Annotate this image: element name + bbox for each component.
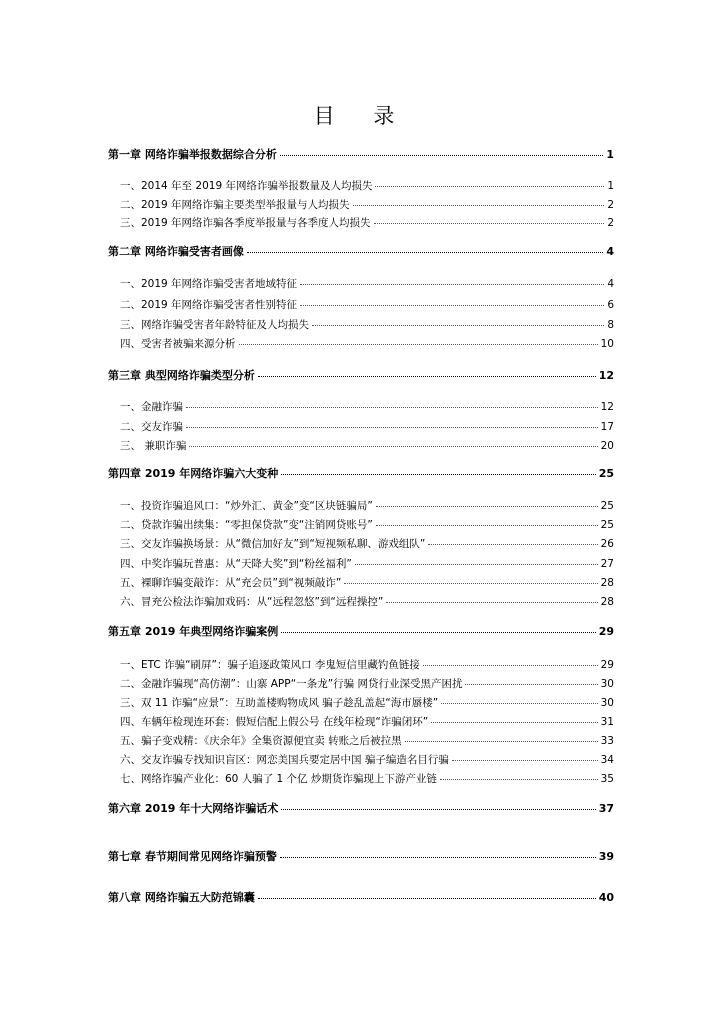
toc-section-entry-page-number: 30 (600, 697, 614, 709)
toc-chapter-entry-leader-dots (247, 252, 604, 253)
toc-chapter-entry-label: 第五章 2019 年典型网络诈骗案例 (108, 625, 279, 638)
toc-chapter-entry-leader-dots (280, 857, 596, 858)
toc-section-entry-label: 一、ETC 诈骗“刷屏”：骗子追逐政策风口 李鬼短信里藏钓鱼链接 (120, 659, 420, 671)
toc-section-entry[interactable] (120, 197, 614, 212)
toc-section-entry-label: 五、骗子变戏精：《庆余年》全集资源便宜卖 转账之后被拉黑 (120, 735, 402, 747)
toc-section-entry-label: 六、冒充公检法诈骗加戏码：从“远程忽悠”到“远程操控” (120, 596, 384, 608)
toc-section-entry-label: 一、金融诈骗 (120, 401, 183, 413)
toc-section-entry-label: 一、2019 年网络诈骗受害者地域特征 (120, 278, 298, 290)
toc-section-entry-page-number: 25 (600, 519, 614, 531)
toc-section-entry-label: 一、2014 年至 2019 年网络诈骗举报数量及人均损失 (120, 180, 373, 192)
toc-section-entry-page-number: 28 (600, 577, 614, 589)
toc-chapter-entry-leader-dots (258, 898, 596, 899)
toc-section-entry-label: 一、投资诈骗追风口：“炒外汇、黄金”变“区块链骗局” (120, 500, 373, 512)
toc-section-entry-page-number: 26 (600, 538, 614, 550)
toc-section-entry[interactable] (120, 771, 614, 786)
toc-section-entry-leader-dots (452, 760, 598, 761)
toc-section-entry-leader-dots (386, 602, 597, 603)
toc-section-entry[interactable] (120, 215, 614, 230)
toc-section-entry-page-number: 29 (600, 659, 614, 671)
toc-section-entry[interactable] (120, 178, 614, 193)
toc-section-entry-label: 七、网络诈骗产业化：60 人骗了 1 个亿 炒期货诈骗现上下游产业链 (120, 773, 437, 785)
toc-section-entry-page-number: 8 (607, 319, 614, 331)
toc-chapter-entry-leader-dots (281, 809, 595, 810)
toc-section-entry-page-number: 30 (600, 678, 614, 690)
toc-section-entry-label: 三、双 11 诈骗“应景”：互助盖楼购物成风 骗子趁乱盖起“海市蜃楼” (120, 697, 439, 709)
toc-section-entry[interactable] (120, 733, 614, 748)
toc-section-entry-leader-dots (423, 665, 598, 666)
toc-chapter-entry[interactable] (108, 848, 614, 864)
toc-section-entry-leader-dots (239, 344, 598, 345)
toc-section-entry[interactable] (120, 517, 614, 532)
toc-section-entry-leader-dots (374, 223, 605, 224)
toc-section-entry-leader-dots (440, 779, 598, 780)
toc-section-entry-leader-dots (300, 284, 604, 285)
toc-section-entry-leader-dots (376, 525, 598, 526)
toc-section-entry[interactable] (120, 594, 614, 609)
toc-section-entry-label: 四、中奖诈骗玩普惠：从“天降大奖”到“粉丝福利” (120, 558, 352, 570)
toc-section-entry-leader-dots (189, 446, 597, 447)
toc-section-entry-page-number: 12 (600, 401, 614, 413)
toc-chapter-entry-label: 第四章 2019 年网络诈骗六大变种 (108, 467, 279, 480)
toc-chapter-entry[interactable] (108, 465, 614, 481)
toc-chapter-entry-page-number: 25 (598, 467, 614, 480)
toc-chapter-entry[interactable] (108, 623, 614, 639)
toc-section-entry[interactable] (120, 657, 614, 672)
toc-section-entry-label: 二、金融诈骗现“高仿潮”：山寨 APP“一条龙”行骗 网贷行业深受黑产困扰 (120, 678, 463, 690)
toc-chapter-entry-leader-dots (258, 376, 596, 377)
toc-section-entry-label: 六、交友诈骗专找知识盲区：网恋美国兵要定居中国 骗子编造名目行骗 (120, 754, 449, 766)
toc-section-entry[interactable] (120, 695, 614, 710)
toc-chapter-entry[interactable] (108, 889, 614, 905)
toc-section-entry-page-number: 33 (600, 735, 614, 747)
toc-section-entry-page-number: 20 (600, 440, 614, 452)
toc-title: 目 录 (313, 104, 411, 128)
toc-section-entry-page-number: 27 (600, 558, 614, 570)
toc-chapter-entry-label: 第二章 网络诈骗受害者画像 (108, 245, 244, 258)
toc-section-entry-label: 三、网络诈骗受害者年龄特征及人均损失 (120, 319, 309, 331)
toc-section-entry-leader-dots (465, 684, 597, 685)
toc-section-entry-label: 二、贷款诈骗出续集：“零担保贷款”变“注销网贷账号” (120, 519, 373, 531)
toc-section-entry-page-number: 25 (600, 500, 614, 512)
toc-chapter-entry-leader-dots (280, 155, 604, 156)
toc-section-entry[interactable] (120, 419, 614, 434)
toc-chapter-entry-page-number: 1 (606, 148, 614, 161)
toc-section-entry[interactable] (120, 676, 614, 691)
toc-section-entry-leader-dots (428, 544, 597, 545)
toc-section-entry-leader-dots (405, 741, 598, 742)
toc-section-entry[interactable] (120, 438, 614, 453)
toc-section-entry-label: 三、交友诈骗换场景：从“微信加好友”到“短视频私聊、游戏组队” (120, 538, 426, 550)
toc-chapter-entry-label: 第六章 2019 年十大网络诈骗话术 (108, 802, 279, 815)
toc-section-entry[interactable] (120, 556, 614, 571)
toc-chapter-entry-page-number: 39 (598, 850, 614, 863)
toc-section-entry-label: 四、车辆年检现连环套：假短信配上假公号 在线年检现“诈骗闭环” (120, 716, 429, 728)
toc-section-entry-leader-dots (300, 305, 604, 306)
toc-section-entry[interactable] (120, 536, 614, 551)
toc-chapter-entry-page-number: 12 (598, 369, 614, 382)
toc-section-entry-label: 三、 兼职诈骗 (120, 440, 187, 452)
toc-section-entry[interactable] (120, 498, 614, 513)
toc-section-entry[interactable] (120, 575, 614, 590)
toc-section-entry-leader-dots (344, 583, 597, 584)
toc-section-entry-leader-dots (376, 506, 598, 507)
toc-chapter-entry-label: 第三章 典型网络诈骗类型分析 (108, 369, 255, 382)
toc-section-entry[interactable] (120, 399, 614, 414)
toc-section-entry-page-number: 1 (607, 180, 614, 192)
toc-section-entry[interactable] (120, 276, 614, 291)
toc-chapter-entry[interactable] (108, 800, 614, 816)
toc-section-entry-leader-dots (375, 186, 604, 187)
toc-section-entry-page-number: 34 (600, 754, 614, 766)
toc-section-entry-label: 四、受害者被骗来源分析 (120, 338, 236, 350)
toc-section-entry-page-number: 31 (600, 716, 614, 728)
toc-section-entry-label: 二、2019 年网络诈骗受害者性别特征 (120, 299, 298, 311)
toc-section-entry-leader-dots (355, 564, 598, 565)
toc-section-entry-leader-dots (186, 407, 598, 408)
toc-section-entry-label: 二、2019 年网络诈骗主要类型举报量与人均损失 (120, 199, 350, 211)
toc-chapter-entry-label: 第七章 春节期间常见网络诈骗预警 (108, 850, 277, 863)
toc-section-entry-label: 二、交友诈骗 (120, 421, 183, 433)
toc-section-entry-page-number: 2 (607, 217, 614, 229)
toc-section-entry-leader-dots (312, 325, 604, 326)
toc-section-entry[interactable] (120, 336, 614, 351)
toc-section-entry-leader-dots (186, 427, 598, 428)
toc-chapter-entry[interactable] (108, 146, 614, 162)
toc-chapter-entry-page-number: 29 (598, 625, 614, 638)
toc-chapter-entry-page-number: 40 (598, 891, 614, 904)
toc-section-entry[interactable] (120, 297, 614, 312)
toc-section-entry-page-number: 35 (600, 773, 614, 785)
toc-section-entry-page-number: 28 (600, 596, 614, 608)
toc-chapter-entry[interactable] (108, 367, 614, 383)
toc-section-entry-page-number: 10 (600, 338, 614, 350)
toc-chapter-entry-label: 第一章 网络诈骗举报数据综合分析 (108, 148, 277, 161)
toc-section-entry-page-number: 17 (600, 421, 614, 433)
toc-section-entry-leader-dots (441, 703, 597, 704)
toc-chapter-entry-page-number: 37 (598, 802, 614, 815)
toc-section-entry-page-number: 4 (607, 278, 614, 290)
toc-section-entry[interactable] (120, 752, 614, 767)
toc-chapter-entry-label: 第八章 网络诈骗五大防范锦囊 (108, 891, 255, 904)
toc-section-entry-leader-dots (353, 205, 605, 206)
toc-chapter-entry[interactable] (108, 243, 614, 259)
toc-chapter-entry-leader-dots (281, 474, 595, 475)
toc-chapter-entry-page-number: 4 (606, 245, 614, 258)
toc-section-entry[interactable] (120, 317, 614, 332)
toc-section-entry[interactable] (120, 714, 614, 729)
toc-section-entry-page-number: 6 (607, 299, 614, 311)
toc-chapter-entry-leader-dots (281, 632, 595, 633)
toc-section-entry-label: 三、2019 年网络诈骗各季度举报量与各季度人均损失 (120, 217, 371, 229)
toc-section-entry-leader-dots (431, 722, 597, 723)
toc-section-entry-page-number: 2 (607, 199, 614, 211)
toc-section-entry-label: 五、裸聊诈骗变敲诈：从“充会员”到“视频敲诈” (120, 577, 342, 589)
